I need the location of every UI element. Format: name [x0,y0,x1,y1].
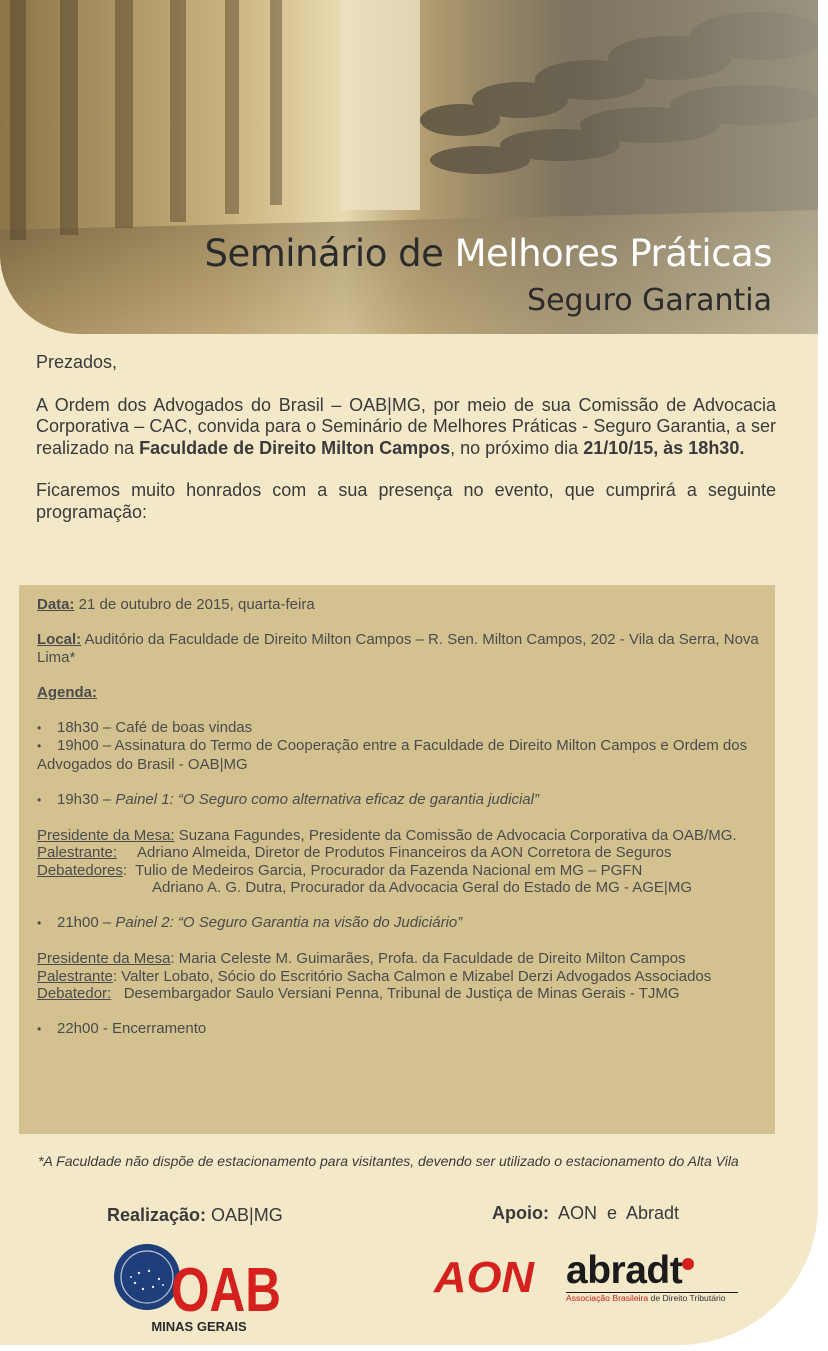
panel-1-details: Presidente da Mesa: Suzana Fagundes, Presidente da Comissão de Advocacia Corporativa da OAB/MG. Palestrante: Adriano Almeida, Diretor de Produtos Financeiros da AON Corretora de Seguros Debatedores: Tulio de Medeiros Garcia, Procurador da Fazenda Nacional em MG – PGFN Adriano A. G. Dutra, Procurador da Advocacia Geral do Estado de MG - AGE|MG [37,826,737,896]
svg-text:AON: AON [432,1253,536,1298]
oab-mg-logo [113,1243,283,1335]
greeting: Prezados, [36,352,118,372]
organizer-credit: Realização: OAB|MG [107,1205,283,1225]
agenda-heading: Agenda: [37,683,97,701]
aon-logo [432,1252,538,1298]
header-banner [0,0,818,334]
agenda-item: • 22h00 - Encerramento [37,1020,769,1039]
agenda-item: • 21h00 – Painel 2: “O Seguro Garantia na visão do Judiciário” [37,914,769,933]
agenda-item: • 19h00 – Assinatura do Termo de Cooperação entre a Faculdade de Direito Milton Campos e Ordem dos Advogados do Brasil - OAB|MG [37,737,769,773]
abradt-logo: abradt Associação Brasileira de Direito Tributário [566,1252,738,1304]
agenda-item: • 19h30 – Painel 1: “O Seguro como alternativa eficaz de garantia judicial” [37,791,769,810]
seminar-title: Seminário de Melhores Práticas [204,232,772,275]
invitation-paragraph: A Ordem dos Advogados do Brasil – OAB|MG, por meio de sua Comissão de Advocacia Corporativa – CAC, convida para o Seminário de Melhores Práticas - Seguro Garantia, a ser realizado na Faculdade de Direito Milton Campos, no próximo dia 21/10/15, às 18h30. [36,394,776,458]
svg-text:MINAS GERAIS: MINAS GERAIS [151,1319,247,1334]
event-date: Data: 21 de outubro de 2015, quarta-feira [37,596,315,613]
parking-footnote: *A Faculdade não dispõe de estacionamento para visitantes, devendo ser utilizado o estacionamento do Alta Vila [38,1153,739,1169]
seminar-subtitle: Seguro Garantia [527,283,772,318]
abradt-dot-icon [682,1258,694,1270]
agenda-item: • 18h30 – Café de boas vindas [37,719,769,738]
programme-intro: Ficaremos muito honrados com a sua presença no evento, que cumprirá a seguinte programação: [36,480,776,522]
panel-2-details: Presidente da Mesa: Maria Celeste M. Guimarães, Profa. da Faculdade de Direito Milton Campos Palestrante: Valter Lobato, Sócio do Escritório Sacha Calmon e Mizabel Derzi Advogados Associados Debatedor: Desembargador Saulo Versiani Penna, Tribunal de Justiça de Minas Gerais - TJMG [37,950,712,1002]
program-box [19,585,775,1134]
svg-text:OAB: OAB [171,1256,281,1325]
invitation-text [36,352,776,523]
sponsor-credit: Apoio: AON e Abradt [492,1203,680,1223]
event-location: Local: Auditório da Faculdade de Direito Milton Campos – R. Sen. Milton Campos, 202 - Vila da Serra, Nova Lima* [37,631,759,666]
